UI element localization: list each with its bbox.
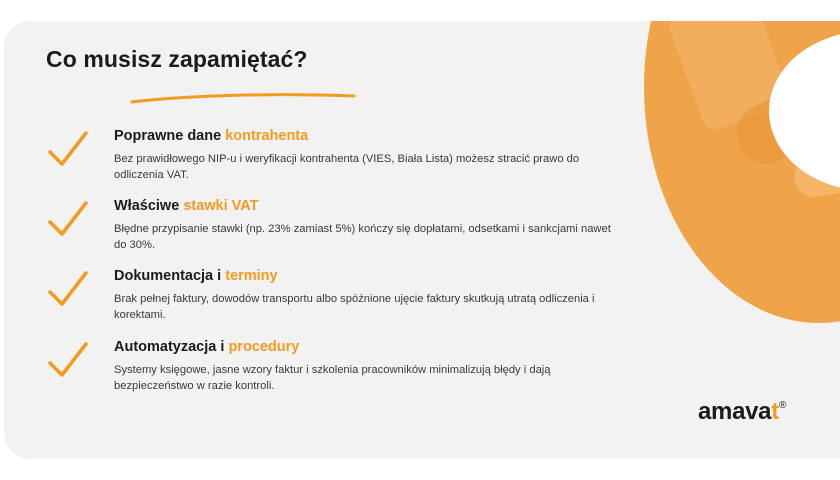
item-title: Poprawne dane kontrahenta: [114, 128, 309, 144]
check-icon: [46, 270, 90, 308]
item-title: Dokumentacja i terminy: [114, 268, 278, 284]
item-description: Systemy księgowe, jasne wzory faktur i szkolenia pracowników minimalizują błędy i dają bezpieczeństwo w razie kontroli.: [114, 364, 551, 392]
check-icon: [46, 200, 90, 238]
check-icon: [46, 130, 90, 168]
page-title: Co musisz zapamiętać?: [46, 46, 308, 72]
amavat-logo: amavat®: [698, 398, 787, 425]
decorative-photo-ring: [644, 21, 840, 323]
item-description: Bez prawidłowego NIP-u i weryfikacji kontrahenta (VIES, Biała Lista) możesz stracić prawo do odliczenia VAT.: [114, 153, 580, 181]
item-description: Brak pełnej faktury, dowodów transportu albo spóźnione ujęcie faktury skutkują utratą odliczenia i korektami.: [114, 293, 595, 321]
title-underline: [130, 90, 356, 106]
item-title: Automatyzacja i procedury: [114, 339, 300, 355]
item-title: Właściwe stawki VAT: [114, 198, 259, 214]
item-description: Błędne przypisanie stawki (np. 23% zamiast 5%) kończy się dopłatami, odsetkami i sankcjami nawet do 30%.: [114, 223, 611, 251]
check-icon: [46, 341, 90, 379]
